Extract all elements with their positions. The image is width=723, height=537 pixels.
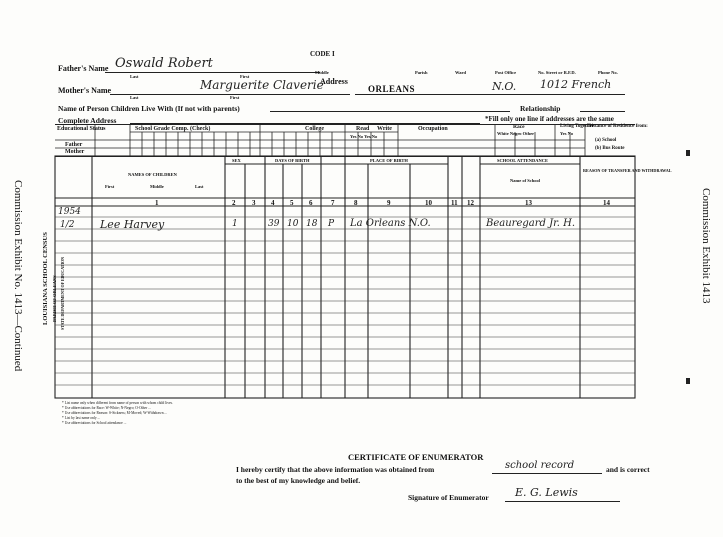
col-num-9: 9 — [387, 199, 391, 207]
college-label: College — [305, 126, 324, 132]
days-of-birth-header: DAYS OF BIRTH — [275, 158, 310, 163]
row-2-day: 10 — [287, 219, 299, 229]
living-sub: Yes No — [560, 131, 574, 136]
living-label: Living Together — [560, 124, 595, 129]
signature-label: Signature of Enumerator — [408, 493, 489, 502]
certificate-source-value: school record — [505, 460, 575, 471]
school-grade-label: School Grade Comp. (Check) — [135, 126, 211, 132]
footnote-2: * Use abbreviations for Race: W-White; N-Negro; O-Other ... — [62, 406, 151, 410]
col-num-8: 8 — [354, 199, 358, 207]
name-of-school-header: Name of School — [510, 178, 540, 183]
first-label: First — [240, 74, 250, 79]
row-2-year: 18 — [306, 219, 318, 229]
certificate-title: CERTIFICATE OF ENUMERATOR — [348, 452, 484, 462]
ward-label: Ward — [455, 70, 467, 75]
fill-only-note: *Fill only one line if addresses are the same — [485, 115, 614, 123]
fathers-name-label: Father's Name — [58, 64, 109, 73]
parish-label: Parish — [415, 70, 428, 75]
footnote-4: * List by last name only ... — [62, 416, 101, 420]
row-2-place: La Orleans N.O. — [350, 218, 431, 229]
race-sub: White Negro Other — [497, 131, 535, 136]
post-office-value: N.O. — [492, 80, 517, 93]
certificate-source-line — [492, 473, 602, 474]
no-street-label: No. Street or R.F.D. — [538, 70, 576, 75]
race-label: Race — [513, 124, 525, 130]
last-label: Last — [130, 74, 139, 79]
row-2-code: 1/2 — [60, 220, 75, 230]
address-label: Address — [320, 77, 348, 86]
signature-line — [505, 501, 620, 502]
certificate-line2: to the best of my knowledge and belief. — [236, 476, 361, 485]
phone-label: Phone No. — [598, 70, 618, 75]
margin-right-caption: Commission Exhibit 1413 — [700, 188, 712, 304]
row-1-code: 1954 — [58, 207, 81, 217]
father-label: Father — [65, 142, 83, 148]
row-2-code2: P — [328, 219, 335, 229]
mother-label: Mother — [65, 149, 85, 155]
names-header: NAMES OF CHILDREN — [128, 172, 177, 177]
middle-label: Middle — [315, 70, 329, 75]
col-num-13: 13 — [525, 199, 532, 207]
certificate-line1-end: and is correct — [606, 465, 650, 474]
street-value: 1012 French — [540, 78, 612, 91]
educational-status-label: Educational Status — [57, 126, 106, 132]
read-label: Read — [356, 126, 370, 132]
distance-label: Distance of Residence from: — [588, 124, 648, 129]
fathers-name-value: Oswald Robert — [115, 56, 213, 71]
col-num-3: 3 — [252, 199, 256, 207]
col-num-6: 6 — [309, 199, 313, 207]
yes-no-label: Yes No Yes No — [350, 134, 378, 139]
col-num-12: 12 — [467, 199, 474, 207]
mothers-name-value: Marguerite Claverie — [200, 78, 324, 92]
side-title-2: PARISH OF ORLEANS — [52, 275, 57, 322]
parish-value: ORLEANS — [368, 84, 416, 94]
row-2-sex: 1 — [232, 219, 238, 229]
place-of-birth-header: PLACE OF BIRTH — [370, 158, 408, 163]
last-sub: Last — [195, 184, 204, 189]
col-num-4: 4 — [271, 199, 275, 207]
col-num-2: 2 — [232, 199, 236, 207]
occupation-label: Occupation — [418, 126, 448, 132]
row-2-name: Lee Harvey — [100, 218, 165, 231]
school-distance-label: (a) School — [595, 138, 617, 143]
margin-left-caption: Commission Exhibit No. 1413—Continued — [12, 180, 24, 372]
side-title-1: LOUISIANA SCHOOL CENSUS — [42, 232, 49, 325]
col-num-1: 1 — [155, 199, 159, 207]
sex-header: SEX — [232, 158, 241, 163]
person-children-label: Name of Person Children Live With (If not with parents) — [58, 104, 240, 113]
code-label: CODE I — [310, 50, 335, 58]
bus-distance-label: (b) Bus Route — [595, 146, 625, 151]
relationship-label: Relationship — [520, 104, 561, 113]
mothers-name-label: Mother's Name — [58, 86, 112, 95]
signature-value: E. G. Lewis — [515, 486, 578, 499]
complete-address-label: Complete Address — [58, 116, 117, 125]
col-num-5: 5 — [290, 199, 294, 207]
middle-sub: Middle — [150, 184, 164, 189]
first-label-2: First — [230, 95, 240, 100]
first-sub: First — [105, 184, 115, 189]
col-num-10: 10 — [425, 199, 432, 207]
write-label: Write — [377, 126, 392, 132]
row-2-school: Beauregard Jr. H. — [486, 218, 576, 229]
col-num-7: 7 — [331, 199, 335, 207]
side-title-3: STATE DEPARTMENT OF EDUCATION — [60, 256, 65, 330]
col-num-14: 14 — [603, 199, 610, 207]
certificate-line1-start: I hereby certify that the above information was obtained from — [236, 465, 435, 474]
footnote-3: * Use abbreviations for Reason: S-Sickness; M-Moved; W-Withdrawn ... — [62, 411, 168, 415]
last-label-2: Last — [130, 95, 139, 100]
row-2-month: 39 — [268, 219, 280, 229]
col-num-11: 11 — [451, 199, 458, 207]
footnote-5: * Use abbreviations for School attendance ... — [62, 421, 127, 425]
footnote-1: * List name only when different from name of person with whom child lives. — [62, 401, 173, 405]
reason-header: REASON OF TRANSFER AND WITHDRAWAL — [583, 168, 672, 173]
post-office-label: Post Office — [495, 70, 517, 75]
school-attendance-header: SCHOOL ATTENDANCE — [497, 158, 549, 163]
